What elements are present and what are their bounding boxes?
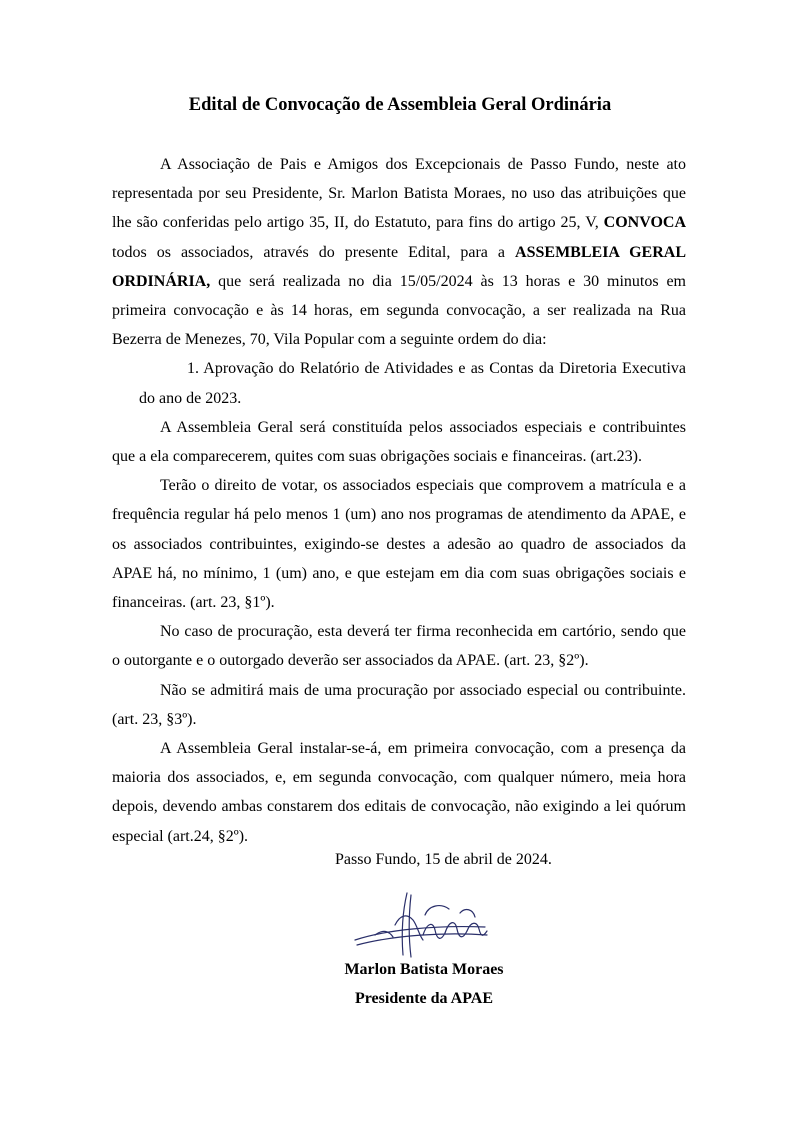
intro-assembleia: ASSEMBLEIA GERAL ORDINÁRIA, (112, 243, 687, 290)
intro-text-1: A Associação de Pais e Amigos dos Excepcionais de Passo Fundo, neste ato representada por seu Presidente, Sr. Marlon Batista Moraes, no uso das atribuições que lhe são conferidas pelo artigo 35, II, do Estatuto, para fins do artigo 25, V, (112, 156, 686, 232)
paragraph-limite-procuracao: Não se admitirá mais de uma procuração por associado especial ou contribuinte. (art. 23, §3º). (112, 681, 686, 728)
intro-text-3: que será realizada no dia 15/05/2024 às 13 horas e 30 minutos em primeira convocação e às 14 horas, em segunda convocação, a ser realizada na Rua Bezerra de Menezes, 70, Vila Popular com a seguinte ordem do dia: (112, 272, 686, 349)
paragraph-instalacao: A Assembleia Geral instalar-se-á, em primeira convocação, com a presença da maioria dos associados, e, em segunda convocação, com qualquer número, meia hora depois, devendo ambas constarem dos editais de convocação, não exigindo a lei quórum especial (art.24, §2º). (112, 740, 686, 845)
place-date: Passo Fundo, 15 de abril de 2024. (335, 851, 552, 868)
signer-role: Presidente da APAE (354, 990, 494, 1007)
document-title: Edital de Convocação de Assembleia Geral Ordinária (188, 95, 612, 115)
agenda-item-1: 1. Aprovação do Relatório de Atividades e as Contas da Diretoria Executiva do ano de 2023. (139, 360, 686, 407)
signer-name: Marlon Batista Moraes (344, 961, 504, 978)
document-body (112, 150, 686, 851)
handwritten-signature (345, 885, 495, 965)
paragraph-constituicao: A Assembleia Geral será constituída pelos associados especiais e contribuintes que a ela comparecerem, quites com suas obrigações sociais e financeiras. (art.23). (112, 418, 686, 466)
intro-text-2: todos os associados, através do presente Edital, para a (112, 243, 516, 261)
paragraph-procuracao: No caso de procuração, esta deverá ter firma reconhecida em cartório, sendo que o outorgante e o outorgado deverão ser associados da APAE. (art. 23, §2º). (112, 623, 686, 670)
intro-convoca: CONVOCA (603, 214, 686, 232)
intro-paragraph (112, 150, 686, 354)
paragraph-direito-voto: Terão o direito de votar, os associados especiais que comprovem a matrícula e a frequência regular há pelo menos 1 (um) ano nos programas de atendimento da APAE, e os associados contribuintes, exigindo-se destes a adesão ao quadro de associados da APAE há, no mínimo, 1 (um) ano, e que estejam em dia com suas obrigações sociais e financeiras. (art. 23, §1º). (112, 477, 686, 612)
